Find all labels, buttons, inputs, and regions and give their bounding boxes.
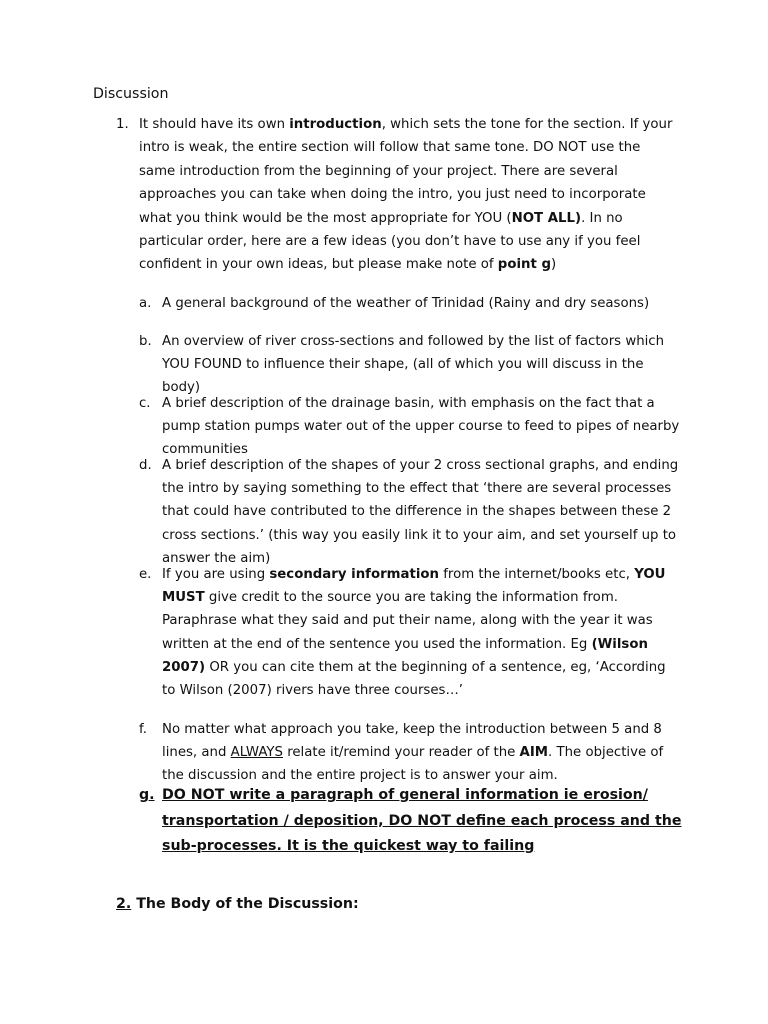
sub-item-e-text-1: If you are using (162, 567, 270, 582)
sub-item-g-letter: g. (139, 787, 155, 803)
sub-item-e-bold-you-must: YOU MUST (162, 567, 666, 606)
item-2-number: 2. (116, 896, 132, 912)
sub-item-d-letter: d. (139, 458, 152, 473)
sub-item-b-letter: b. (139, 334, 152, 349)
sub-item-b-text: An overview of river cross-sections and followed by the list of factors which YOU FOUND to influence their shape, (all of which you will discuss in the body) (162, 334, 665, 396)
sub-item-d-text: A brief description of the shapes of your 2 cross sectional graphs, and ending the intro by saying something to the effect that ‘there are several processes that could have contributed to the difference in the shapes between these 2 cross sections.’ (this way you easily link it to your aim, and set yourself up to answer the aim) (162, 458, 679, 566)
sub-item-c-text: A brief description of the drainage basin, with emphasis on the fact that a pump station pumps water out of the upper course to feed to pipes of nearby communities (162, 396, 680, 458)
sub-item-e-bold-secondary-information: secondary information (269, 567, 439, 582)
sub-item-e-letter: e. (139, 567, 152, 582)
item-1-bold-not-all: NOT ALL) (511, 210, 582, 226)
item-1-text-2: , which sets the tone for the section. If your intro is weak, the entire section will follow that same tone. DO NOT use the same introduction from the beginning of your project. There are several approaches you can take when doing the intro, you just need to incorporate what you think would be the most appropriate for YOU ( (139, 117, 673, 226)
sub-item-c-letter: c. (139, 396, 151, 411)
sub-item-f-letter: f. (139, 722, 147, 737)
item-2-title: The Body of the Discussion: (136, 896, 359, 912)
sub-item-a-letter: a. (139, 296, 152, 311)
section-heading: Discussion (93, 86, 169, 102)
item-1-text-4: ) (550, 257, 557, 273)
item-1-text-3: . In no particular order, here are a few ideas (you don’t have to use any if you feel confident in your own ideas, but please make note of (139, 210, 641, 273)
sub-item-e-bold-citation: (Wilson 2007) (162, 636, 648, 675)
item-1-bold-point-g: point g (497, 257, 551, 273)
sub-item-f-text-2: relate it/remind your reader of the (282, 745, 520, 761)
sub-item-a-text: A general background of the weather of Trinidad (Rainy and dry seasons) (162, 296, 650, 311)
sub-item-g-text: DO NOT write a paragraph of general information ie erosion/ transportation / deposition, DO NOT define each process and the sub-processes. It is the quickest way to failing (162, 787, 682, 854)
item-1-paragraph (139, 113, 679, 277)
sub-item-e-paragraph (162, 563, 682, 702)
sub-item-f-text-3: . The objective of the discussion and the entire project is to answer your aim. (162, 745, 664, 784)
sub-item-f-bold-aim: AIM (519, 745, 549, 761)
sub-item-e-text-2: from the internet/books etc, (438, 567, 635, 582)
item-2-heading (116, 893, 359, 915)
item-1-bold-introduction: introduction (289, 117, 382, 132)
sub-item-f-text-1: No matter what approach you take, keep the introduction between 5 and 8 lines, and (162, 722, 662, 761)
sub-item-f-paragraph (162, 718, 682, 788)
item-1-text-1: It should have its own (139, 117, 290, 132)
sub-item-e-text-4: OR you can cite them at the beginning of a sentence, eg, ‘According to Wilson (2007) rivers have three courses…’ (162, 659, 666, 699)
sub-item-e-text-3: give credit to the source you are taking the information from. Paraphrase what they said and put their name, along with the year it was written at the end of the sentence you used the information. Eg (162, 590, 653, 652)
sub-item-f-underline-always: ALWAYS (230, 745, 283, 761)
item-1-number: 1. (116, 117, 129, 132)
